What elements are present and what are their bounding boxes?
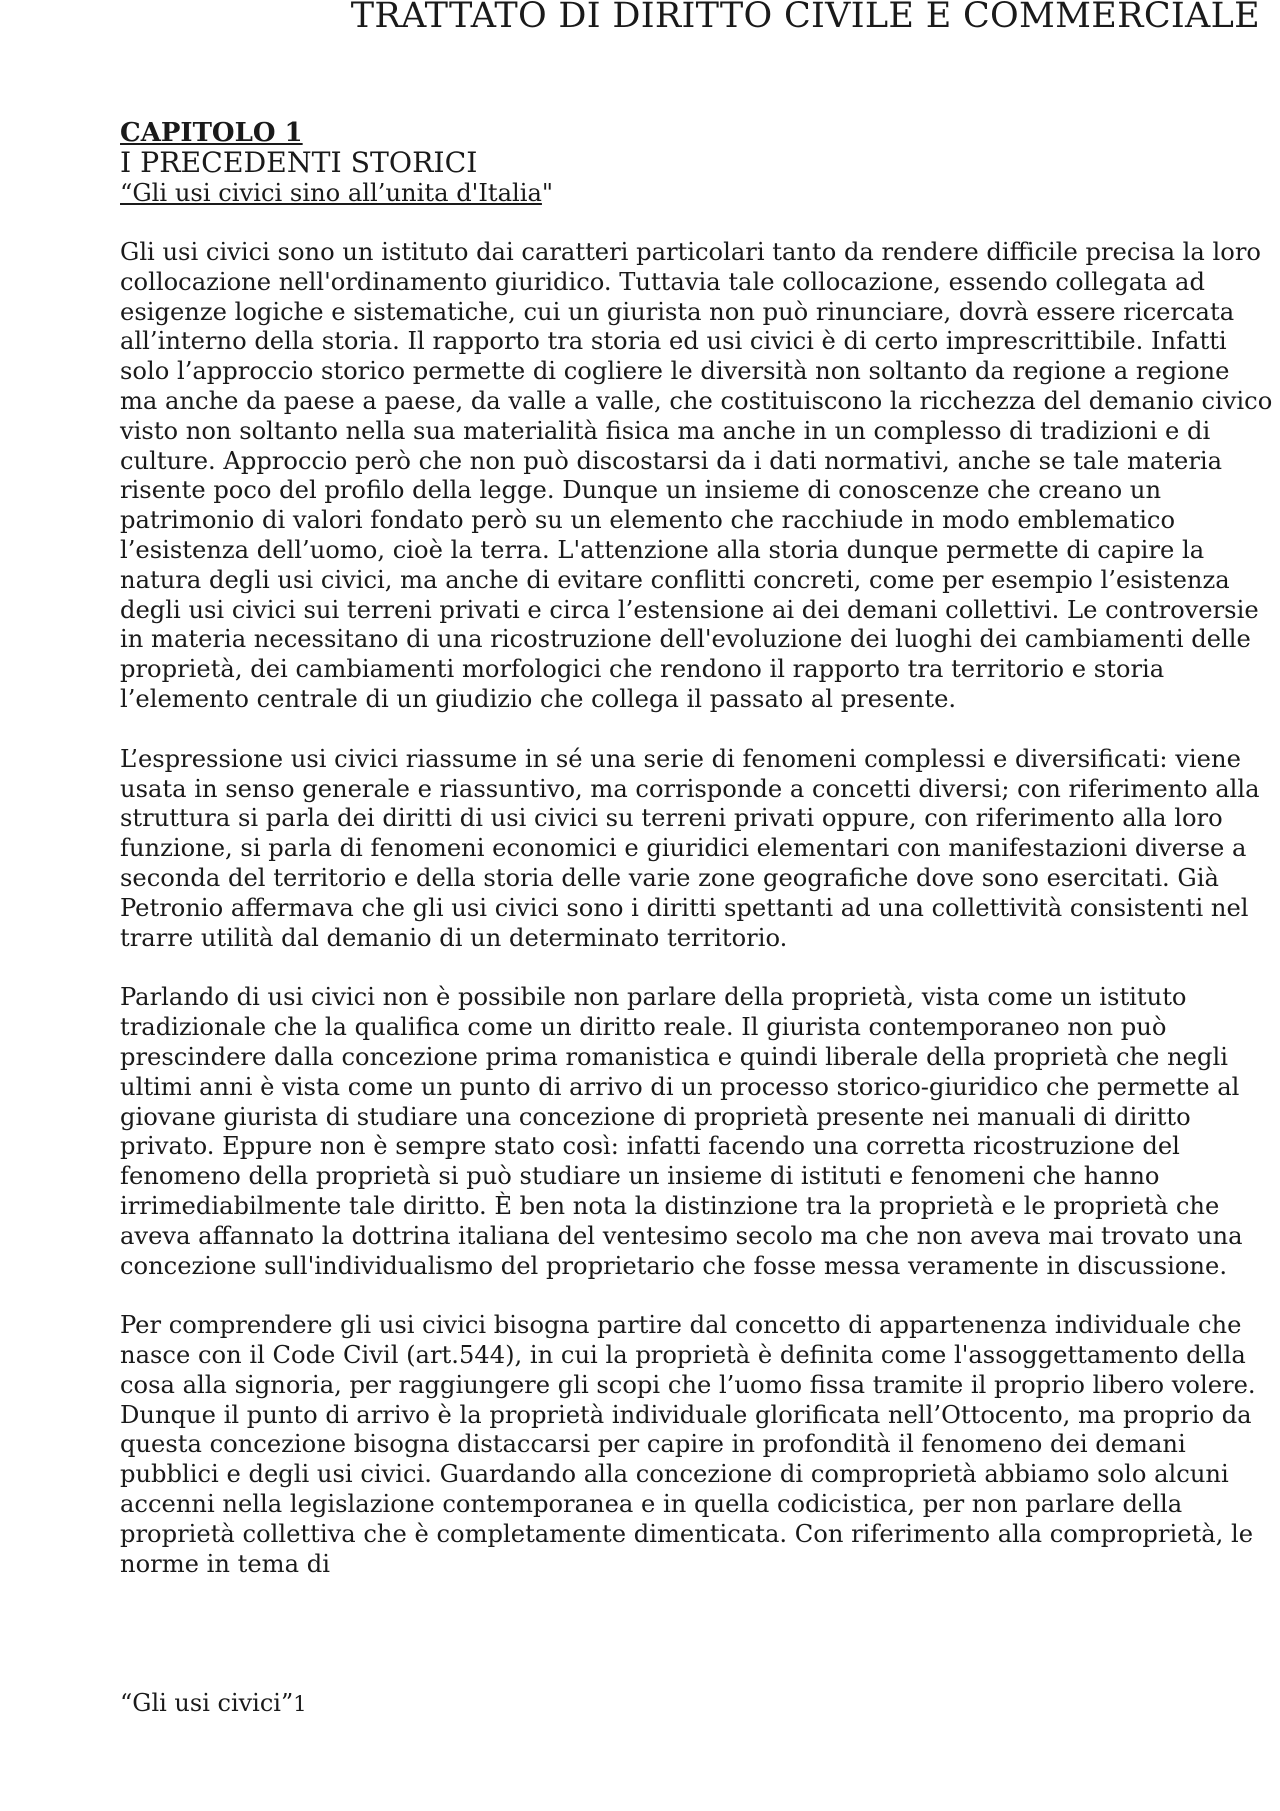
paragraph-3: Parlando di usi civici non è possibile non parlare della proprietà, vista come un istituto tradizionale che la qualifica come un diritto reale. Il giurista contemporaneo non può prescindere dalla concezione prima romanistica e quindi liberale della proprietà che negli ultimi anni è vista come un punto di arrivo di un processo storico-giuridico che permette al giovane giurista di studiare una concezione di proprietà presente nei manuali di diritto privato. Eppure non è sempre stato così: infatti facendo una corretta ricostruzione del fenomeno della proprietà si può studiare un insieme di istituti e fenomeni che hanno irrimediabilmente tale diritto. È ben nota la distinzione tra la proprietà e le proprietà che aveva affannato la dottrina italiana del ventesimo secolo ma che non aveva mai trovato una concezione sull'individualismo del proprietario che fosse messa veramente in discussione. [120, 983, 1243, 1280]
paragraph-2: L’espressione usi civici riassume in sé una serie di fenomeni complessi e diversificati: viene usata in senso generale e riassuntivo, ma corrisponde a concetti diversi; con riferimento alla struttura si parla dei diritti di usi civici su terreni privati oppure, con riferimento alla loro funzione, si parla di fenomeni economici e giuridici elementari con manifestazioni diverse a seconda del territorio e della storia delle varie zone geografiche dove sono esercitati. Già Petronio affermava che gli usi civici sono i diritti spettanti ad una collettività consistenti nel trarre utilità dal demanio di un determinato territorio. [120, 744, 1260, 952]
footer-label: “Gli usi civici” [120, 1689, 294, 1717]
chapter-number: CAPITOLO 1 [120, 118, 303, 148]
page-content [120, 118, 1274, 1609]
running-header: TRATTATO DI DIRITTO CIVILE E COMMERCIALE [350, 0, 1260, 36]
paragraph-4: Per comprendere gli usi civici bisogna partire dal concetto di appartenenza individuale che nasce con il Code Civil (art.544), in cui la proprietà è definita come l'assoggettamento della cosa alla signoria, per raggiungere gli scopi che l’uomo fissa tramite il proprio libero volere. Dunque il punto di arrivo è la proprietà individuale glorificata nell’Ottocento, ma proprio da questa concezione bisogna distaccarsi per capire in profondità il fenomeno dei demani pubblici e degli usi civici. Guardando alla concezione di comproprietà abbiamo solo alcuni accenni nella legislazione contemporanea e in quella codicistica, per non parlare della proprietà collettiva che è completamente dimenticata. Con riferimento alla comproprietà, le norme in tema di [120, 1311, 1256, 1578]
page-footer [120, 1688, 307, 1719]
page-number: 1 [293, 1692, 307, 1716]
paragraph-1: Gli usi civici sono un istituto dai caratteri particolari tanto da rendere difficile precisa la loro collocazione nell'ordinamento giuridico. Tuttavia tale collocazione, essendo collegata ad esigenze logiche e sistematiche, cui un giurista non può rinunciare, dovrà essere ricercata all’interno della storia. Il rapporto tra storia ed usi civici è di certo imprescrittibile. Infatti solo l’approccio storico permette di cogliere le diversità non soltanto da regione a regione ma anche da paese a paese, da valle a valle, che costituiscono la ricchezza del demanio civico visto non soltanto nella sua materialità fisica ma anche in un complesso di tradizioni e di culture. Approccio però che non può discostarsi da i dati normativi, anche se tale materia risente poco del profilo della legge. Dunque un insieme di conoscenze che creano un patrimonio di valori fondato però su un elemento che racchiude in modo emblematico l’esistenza dell’uomo, cioè la terra. L'attenzione alla storia dunque permette di capire la natura degli usi civici, ma anche di evitare conflitti concreti, come per esempio l’esistenza degli usi civici sui terreni privati e circa l’estensione ai dei demani collettivi. Le controversie in materia necessitano di una ricostruzione dell'evoluzione dei luoghi dei cambiamenti delle proprietà, dei cambiamenti morfologici che rendono il rapporto tra territorio e storia l’elemento centrale di un giudizio che collega il passato al presente. [120, 238, 1273, 713]
chapter-title: I PRECEDENTI STORICI [120, 146, 478, 179]
chapter-subtitle-closing-quote: " [541, 179, 554, 207]
chapter-subtitle [120, 178, 1274, 208]
chapter-subtitle-text: “Gli usi civici sino all’unita d'Italia [120, 179, 542, 207]
body-text [120, 238, 1274, 1579]
